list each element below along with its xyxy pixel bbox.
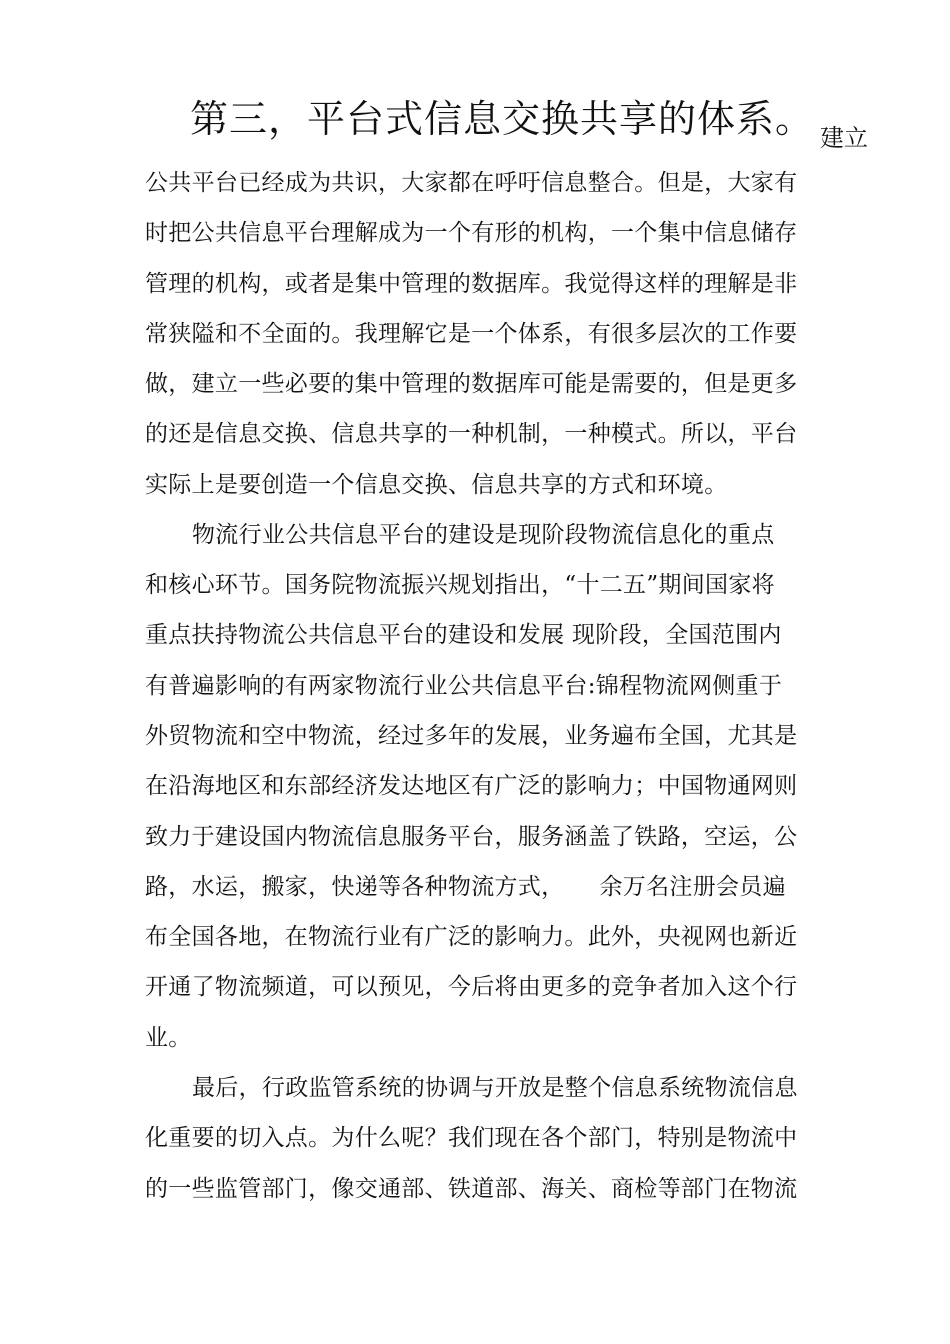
paragraph-2-line-1: 物流行业公共信息平台的建设是现阶段物流信息化的重点 [192, 522, 775, 548]
paragraph-3-line-3: 的一些监管部门，像交通部、铁道部、海关、商检等部门在物流 [145, 1176, 798, 1202]
paragraph-2-line-7: 致力于建设国内物流信息服务平台，服务涵盖了铁路，空运，公 [145, 824, 798, 850]
paragraph-1-line-4: 常狭隘和不全面的。我理解它是一个体系，有很多层次的工作要 [145, 321, 798, 347]
paragraph-2-line-4: 有普遍影响的有两家物流行业公共信息平台:锦程物流网侧重于 [145, 673, 783, 699]
paragraph-1-line-7: 实际上是要创造一个信息交换、信息共享的方式和环境。 [145, 472, 728, 498]
paragraph-1-line-6: 的还是信息交换、信息共享的一种机制，一种模式。所以，平台 [145, 421, 798, 447]
heading-tail-text: 建立 [820, 124, 869, 152]
paragraph-2-line-6: 在沿海地区和东部经济发达地区有广泛的影响力；中国物通网则 [145, 773, 798, 799]
paragraph-1-line-5: 做，建立一些必要的集中管理的数据库可能是需要的，但是更多 [145, 371, 798, 397]
paragraph-3-line-2: 化重要的切入点。为什么呢？我们现在各个部门，特别是物流中 [145, 1125, 798, 1151]
paragraph-2-line-5: 外贸物流和空中物流，经过多年的发展，业务遍布全国，尤其是 [145, 723, 798, 749]
paragraph-1-line-2: 时把公共信息平台理解成为一个有形的机构，一个集中信息储存 [145, 220, 798, 246]
paragraph-2-line-9: 布全国各地，在物流行业有广泛的影响力。此外，央视网也新近 [145, 924, 798, 950]
paragraph-1-line-3: 管理的机构，或者是集中管理的数据库。我觉得这样的理解是非 [145, 271, 798, 297]
heading-line [190, 97, 869, 152]
paragraph-3-line-1: 最后，行政监管系统的协调与开放是整个信息系统物流信息 [192, 1075, 798, 1101]
paragraph-2-line-2: 和核心环节。国务院物流振兴规划指出，“十二五”期间国家将 [145, 572, 775, 598]
paragraph-2-line-3: 重点扶持物流公共信息平台的建设和发展 现阶段，全国范围内 [145, 622, 782, 648]
heading-title: 第三，平台式信息交换共享的体系。 [190, 97, 815, 141]
paragraph-2-line-11: 业。 [145, 1025, 192, 1051]
paragraph-2-line-10: 开通了物流频道，可以预见，今后将由更多的竞争者加入这个行 [145, 974, 798, 1000]
paragraph-2-line-8: 路，水运，搬家，快递等各种物流方式， 余万名注册会员遍 [145, 874, 786, 900]
paragraph-1-line-1: 公共平台已经成为共识，大家都在呼吁信息整合。但是，大家有 [145, 170, 798, 196]
